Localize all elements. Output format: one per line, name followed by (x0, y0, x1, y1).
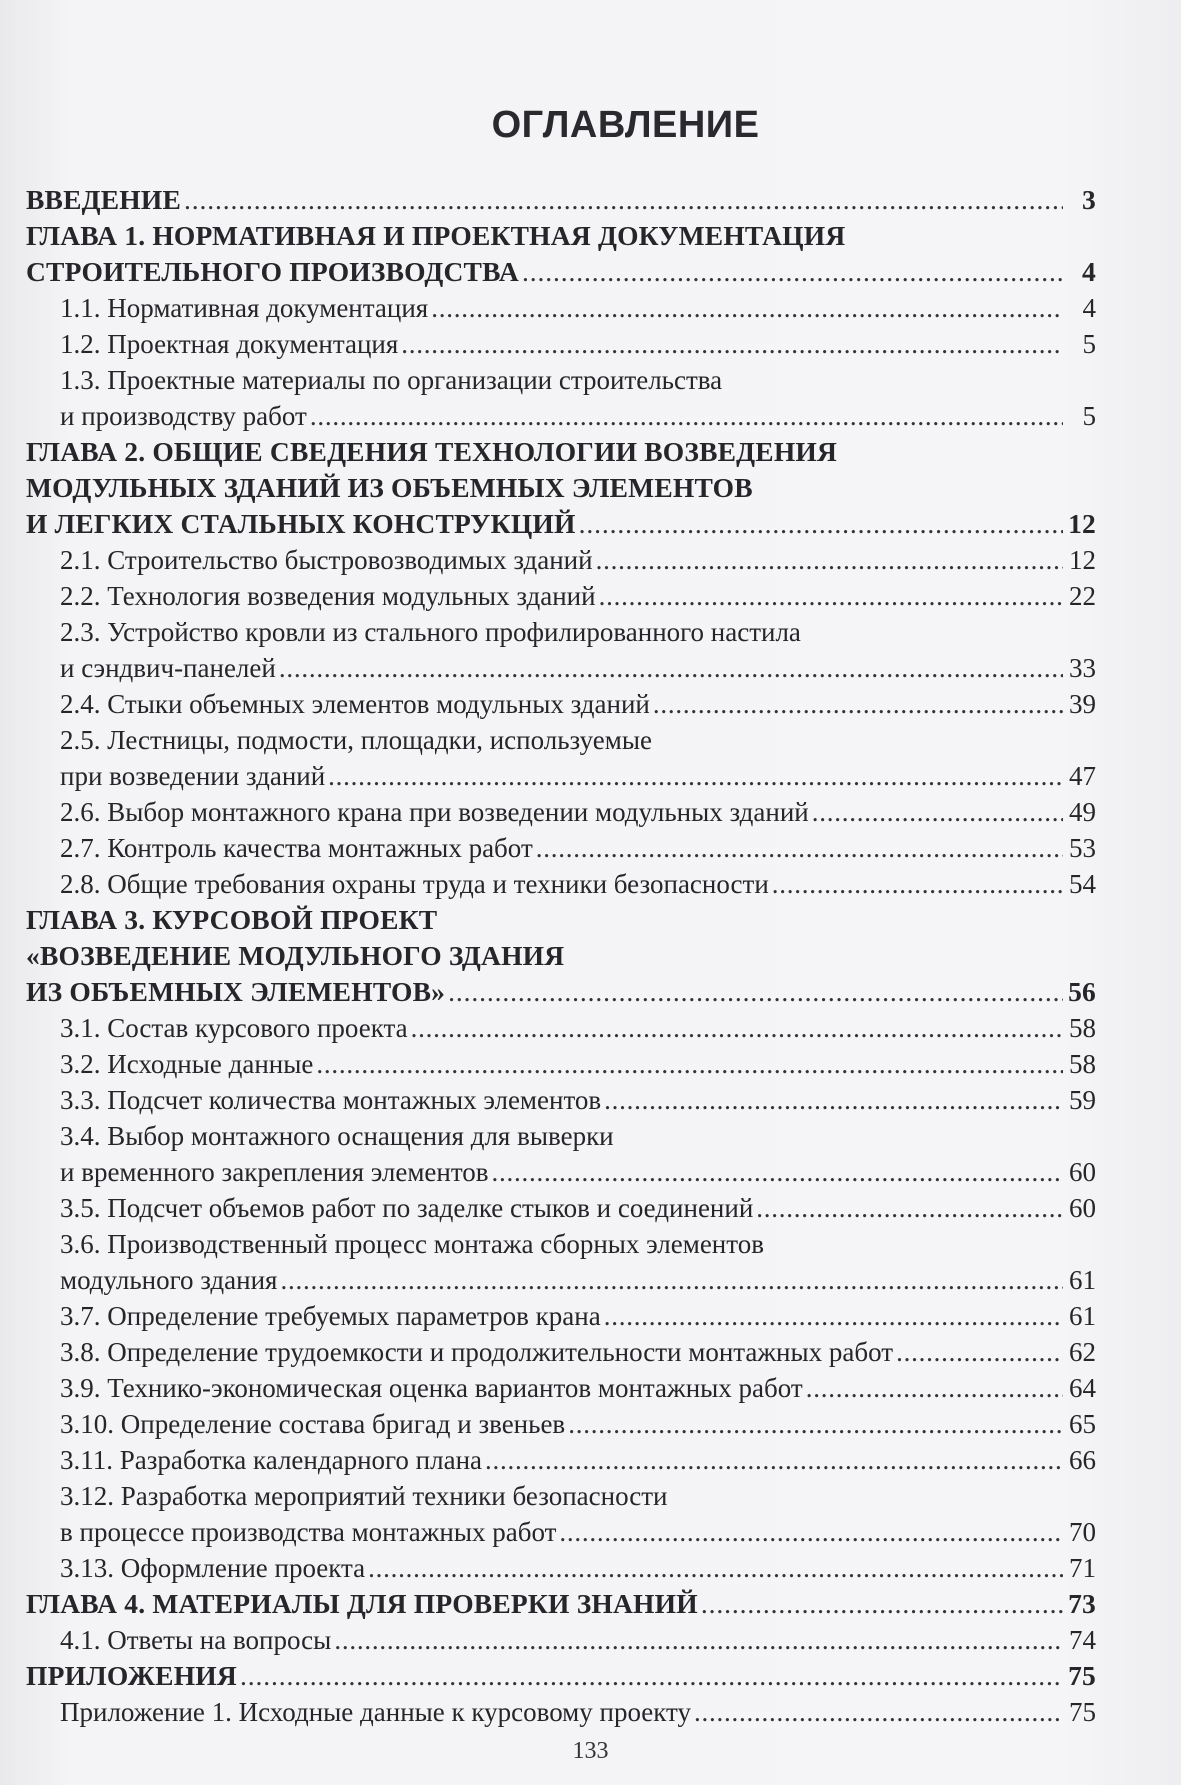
toc-page-number: 65 (1069, 1409, 1096, 1439)
dot-leader (694, 1694, 1063, 1730)
dot-leader (756, 1190, 1063, 1226)
dot-leader (485, 1442, 1063, 1478)
toc-section-line (26, 578, 1096, 614)
toc-section-line (26, 686, 1096, 722)
toc-page-number: 12 (1068, 508, 1096, 539)
toc-entry-text: при возведении зданий (60, 761, 326, 791)
toc-section-line (26, 1442, 1096, 1478)
toc-section-line (26, 362, 1096, 398)
toc-page-number: 22 (1069, 581, 1096, 611)
toc-entry-text: 2.7. Контроль качества монтажных работ (60, 833, 533, 863)
toc-entry-text: 1.1. Нормативная документация (60, 293, 429, 323)
toc-chapter-line (26, 1658, 1096, 1694)
toc-page-number: 66 (1069, 1445, 1096, 1475)
toc-entry-text: ПРИЛОЖЕНИЯ (26, 1660, 237, 1691)
toc-page-number: 75 (1069, 1697, 1096, 1727)
dot-leader (536, 830, 1063, 866)
toc-title: ОГЛАВЛЕНИЕ (491, 104, 760, 146)
toc-entry-text: 3.3. Подсчет количества монтажных элементов (60, 1085, 602, 1115)
toc-section-line (26, 1298, 1096, 1334)
toc-section-line (26, 758, 1096, 794)
dot-leader (604, 1082, 1063, 1118)
toc-entry-text: 3.4. Выбор монтажного оснащения для выверки (60, 1121, 614, 1151)
page-number: 133 (572, 1738, 609, 1764)
toc-entry-text: 3.8. Определение трудоемкости и продолжительности монтажных работ (60, 1337, 894, 1367)
toc-section-line (26, 398, 1096, 434)
toc-entry-text: Приложение 1. Исходные данные к курсовому проекту (60, 1697, 691, 1727)
dot-leader (328, 758, 1063, 794)
dot-leader (599, 578, 1063, 614)
dot-leader (604, 1298, 1063, 1334)
toc-section-line (26, 542, 1096, 578)
dot-leader (559, 1514, 1063, 1550)
dot-leader (279, 650, 1063, 686)
toc-entry-text: ГЛАВА 3. КУРСОВОЙ ПРОЕКТ (26, 904, 438, 935)
dot-leader (316, 1046, 1063, 1082)
toc-entry-text: 3.13. Оформление проекта (60, 1553, 366, 1583)
toc-entry-text: 3.10. Определение состава бригад и звеньев (60, 1409, 566, 1439)
dot-leader (568, 1406, 1063, 1442)
toc-page-number: 54 (1069, 869, 1096, 899)
dot-leader (240, 1658, 1063, 1694)
toc-entry-text: 1.3. Проектные материалы по организации строительства (60, 365, 723, 395)
dot-leader (812, 794, 1063, 830)
toc-section-line (26, 650, 1096, 686)
toc-page-number: 33 (1069, 653, 1096, 683)
toc-page-number: 49 (1069, 797, 1096, 827)
toc-page-number: 61 (1069, 1301, 1096, 1331)
toc-page-number: 12 (1069, 545, 1096, 575)
toc-entry-text: и сэндвич-панелей (60, 653, 276, 683)
toc-page-number: 39 (1069, 689, 1096, 719)
dot-leader (522, 254, 1063, 290)
toc-entry-text: ГЛАВА 1. НОРМАТИВНАЯ И ПРОЕКТНАЯ ДОКУМЕНТАЦИЯ (26, 220, 846, 251)
toc-chapter-line (26, 902, 1096, 938)
toc-section-line (26, 866, 1096, 902)
toc-entry-text: 2.3. Устройство кровли из стального профилированного настила (60, 617, 801, 647)
toc-section-line (26, 1046, 1096, 1082)
toc-entry-text: и производству работ (60, 401, 307, 431)
toc-entry-text: 3.5. Подсчет объемов работ по заделке стыков и соединений (60, 1193, 754, 1223)
toc-entry-text: 3.11. Разработка календарного плана (60, 1445, 483, 1475)
toc-chapter-line (26, 182, 1096, 218)
toc-entry-text: 3.2. Исходные данные (60, 1049, 314, 1079)
toc-page-number: 58 (1069, 1049, 1096, 1079)
toc-entry-text: 3.9. Технико-экономическая оценка вариантов монтажных работ (60, 1373, 803, 1403)
toc-entry-text: 2.4. Стыки объемных элементов модульных зданий (60, 689, 650, 719)
toc-page-number: 61 (1069, 1265, 1096, 1295)
toc-section-line (26, 1406, 1096, 1442)
toc-entry-text: И ЛЕГКИХ СТАЛЬНЫХ КОНСТРУКЦИЙ (26, 508, 576, 539)
dot-leader (579, 506, 1063, 542)
table-of-contents (26, 182, 1096, 1730)
toc-page-number: 62 (1069, 1337, 1096, 1367)
dot-leader (368, 1550, 1063, 1586)
toc-page-number: 60 (1069, 1193, 1096, 1223)
toc-section-line (26, 1082, 1096, 1118)
dot-leader (280, 1262, 1063, 1298)
toc-section-line (26, 794, 1096, 830)
dot-leader (701, 1586, 1063, 1622)
toc-entry-text: 2.2. Технология возведения модульных зданий (60, 581, 596, 611)
toc-entry-text: 3.1. Состав курсового проекта (60, 1013, 408, 1043)
toc-page-number: 73 (1068, 1588, 1096, 1619)
toc-page-number: 64 (1069, 1373, 1096, 1403)
toc-entry-text: 4.1. Ответы на вопросы (60, 1625, 332, 1655)
dot-leader (334, 1622, 1063, 1658)
dot-leader (896, 1334, 1063, 1370)
dot-leader (310, 398, 1063, 434)
toc-section-line (26, 1622, 1096, 1658)
toc-section-line (26, 1694, 1096, 1730)
toc-entry-text: 3.6. Производственный процесс монтажа сборных элементов (60, 1229, 764, 1259)
toc-chapter-line (26, 218, 1096, 254)
toc-section-line (26, 1118, 1096, 1154)
toc-section-line (26, 1190, 1096, 1226)
toc-entry-text: ИЗ ОБЪЕМНЫХ ЭЛЕМЕНТОВ» (26, 976, 446, 1007)
toc-section-line (26, 326, 1096, 362)
dot-leader (772, 866, 1063, 902)
toc-page-number: 70 (1069, 1517, 1096, 1547)
toc-chapter-line (26, 254, 1096, 290)
dot-leader (184, 182, 1063, 218)
toc-section-line (26, 290, 1096, 326)
toc-entry-text: модульного здания (60, 1265, 278, 1295)
toc-section-line (26, 830, 1096, 866)
toc-chapter-line (26, 1586, 1096, 1622)
toc-chapter-line (26, 506, 1096, 542)
toc-entry-text: ВВЕДЕНИЕ (26, 184, 182, 215)
toc-section-line (26, 1550, 1096, 1586)
toc-entry-text: МОДУЛЬНЫХ ЗДАНИЙ ИЗ ОБЪЕМНЫХ ЭЛЕМЕНТОВ (26, 472, 753, 503)
dot-leader (653, 686, 1063, 722)
toc-entry-text: СТРОИТЕЛЬНОГО ПРОИЗВОДСТВА (26, 256, 519, 287)
toc-page-number: 5 (1082, 401, 1096, 431)
toc-entry-text: 2.1. Строительство быстровозводимых зданий (60, 545, 593, 575)
toc-page-number: 5 (1082, 329, 1096, 359)
toc-page-number: 4 (1082, 293, 1096, 323)
toc-page-number: 58 (1069, 1013, 1096, 1043)
toc-entry-text: 2.8. Общие требования охраны труда и техники безопасности (60, 869, 769, 899)
toc-entry-text: 3.7. Определение требуемых параметров крана (60, 1301, 601, 1331)
toc-section-line (26, 1154, 1096, 1190)
dot-leader (448, 974, 1063, 1010)
toc-section-line (26, 1010, 1096, 1046)
toc-section-line (26, 1370, 1096, 1406)
toc-page-number: 4 (1082, 256, 1096, 287)
toc-entry-text: ГЛАВА 4. МАТЕРИАЛЫ ДЛЯ ПРОВЕРКИ ЗНАНИЙ (26, 1588, 698, 1619)
toc-section-line (26, 722, 1096, 758)
toc-entry-text: 2.6. Выбор монтажного крана при возведении модульных зданий (60, 797, 809, 827)
toc-page-number: 3 (1082, 184, 1096, 215)
toc-page-number: 47 (1069, 761, 1096, 791)
toc-entry-text: в процессе производства монтажных работ (60, 1517, 557, 1547)
toc-section-line (26, 1514, 1096, 1550)
toc-page-number: 56 (1068, 976, 1096, 1007)
toc-section-line (26, 1262, 1096, 1298)
toc-entry-text: «ВОЗВЕДЕНИЕ МОДУЛЬНОГО ЗДАНИЯ (26, 940, 565, 971)
toc-section-line (26, 1334, 1096, 1370)
toc-chapter-line (26, 938, 1096, 974)
toc-section-line (26, 1478, 1096, 1514)
dot-leader (401, 326, 1063, 362)
toc-chapter-line (26, 434, 1096, 470)
toc-page-number: 71 (1069, 1553, 1096, 1583)
toc-entry-text: 2.5. Лестницы, подмости, площадки, используемые (60, 725, 652, 755)
toc-page-number: 60 (1069, 1157, 1096, 1187)
toc-entry-text: 3.12. Разработка мероприятий техники безопасности (60, 1481, 668, 1511)
toc-section-line (26, 614, 1096, 650)
dot-leader (431, 290, 1063, 326)
toc-page-number: 59 (1069, 1085, 1096, 1115)
dot-leader (492, 1154, 1063, 1190)
toc-page-number: 74 (1069, 1625, 1096, 1655)
toc-chapter-line (26, 974, 1096, 1010)
dot-leader (411, 1010, 1063, 1046)
toc-page-number: 53 (1069, 833, 1096, 863)
toc-entry-text: 1.2. Проектная документация (60, 329, 399, 359)
toc-section-line (26, 1226, 1096, 1262)
toc-entry-text: ГЛАВА 2. ОБЩИЕ СВЕДЕНИЯ ТЕХНОЛОГИИ ВОЗВЕДЕНИЯ (26, 436, 838, 467)
dot-leader (806, 1370, 1063, 1406)
toc-page-number: 75 (1068, 1660, 1096, 1691)
dot-leader (596, 542, 1063, 578)
toc-chapter-line (26, 470, 1096, 506)
toc-entry-text: и временного закрепления элементов (60, 1157, 489, 1187)
